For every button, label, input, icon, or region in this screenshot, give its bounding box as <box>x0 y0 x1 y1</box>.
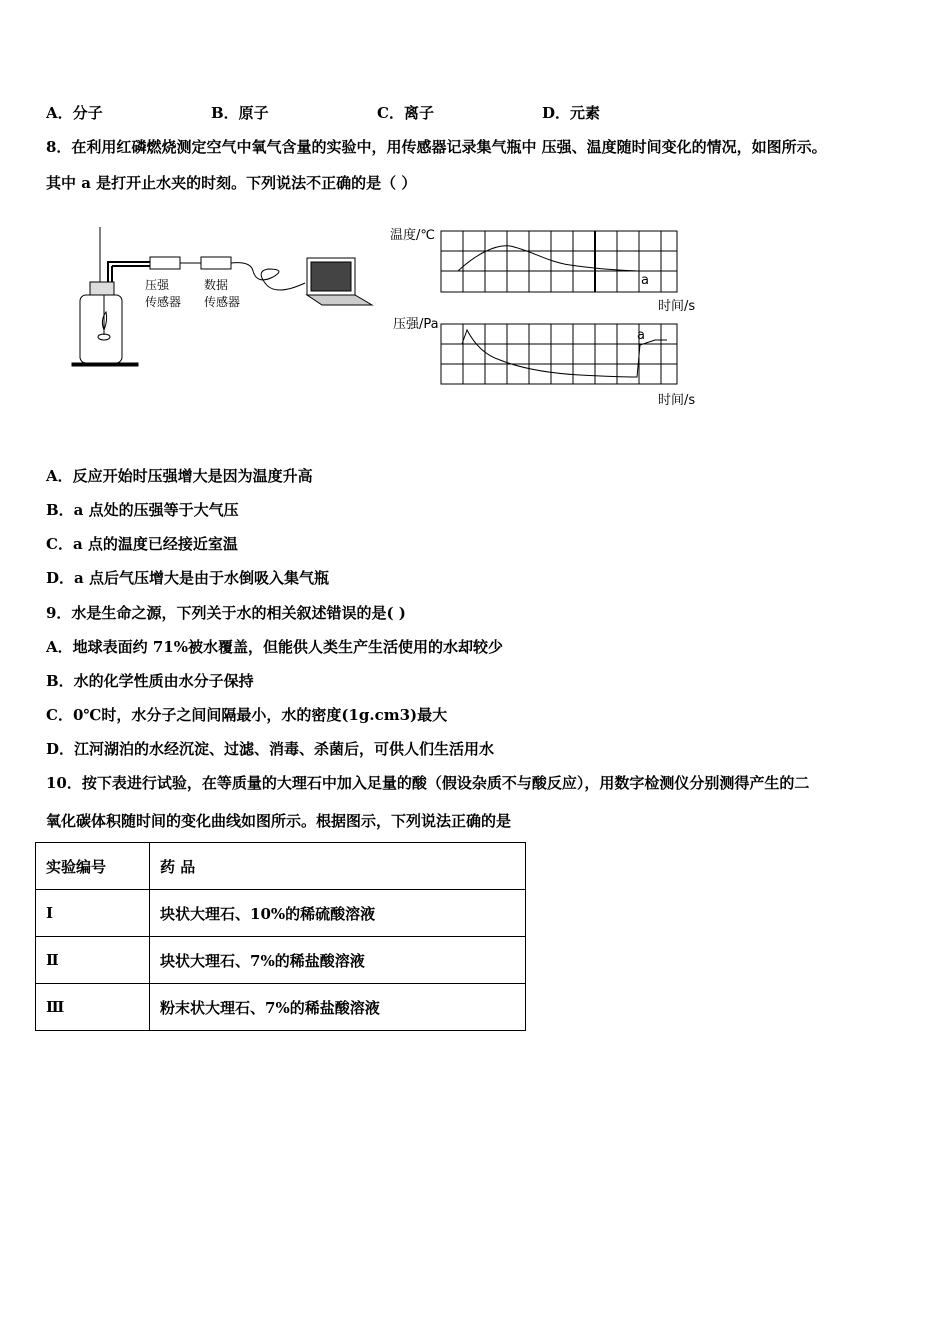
header-experiment-number: 实验编号 <box>36 843 150 890</box>
table-row <box>36 984 526 1031</box>
q8-option-c: C．a 点的温度已经接近室温 <box>46 535 238 553</box>
q8-stem-line2: 其中 a 是打开止水夹的时刻。下列说法不正确的是（ ） <box>46 174 417 192</box>
q9-stem: 9．水是生命之源，下列关于水的相关叙述错误的是( ) <box>46 604 406 622</box>
pressure-sensor-box <box>150 257 180 269</box>
q10-stem-line2: 氧化碳体积随时间的变化曲线如图所示。根据图示，下列说法正确的是 <box>46 812 512 830</box>
table-row <box>36 890 526 937</box>
q10-stem-line1: 10．按下表进行试验，在等质量的大理石中加入足量的酸（假设杂质不与酸反应），用数字检测仪分别测得产生的二 <box>46 774 810 792</box>
experiment-table <box>35 842 526 1031</box>
experiment-id: Ⅱ <box>36 937 150 984</box>
q8-figure <box>0 215 950 415</box>
q9-option-c: C．0℃时，水分子之间间隔最小，水的密度(1g.cm3)最大 <box>46 706 448 724</box>
header-reagents: 药 品 <box>150 843 526 890</box>
pressure-curve <box>441 330 667 377</box>
table-row <box>36 937 526 984</box>
experiment-id: Ⅲ <box>36 984 150 1031</box>
gas-collecting-bottle <box>80 295 122 363</box>
data-sensor-label-2: 传感器 <box>204 295 241 309</box>
q8-option-b: B．a 点处的压强等于大气压 <box>46 501 239 519</box>
pressure-x-label: 时间/s <box>658 393 696 408</box>
q9-option-d: D．江河湖泊的水经沉淀、过滤、消毒、杀菌后，可供人们生活用水 <box>46 740 495 758</box>
pressure-point-a-label: a <box>637 328 645 343</box>
q8-stem-line1: 8．在利用红磷燃烧测定空气中氧气含量的实验中，用传感器记录集气瓶中 压强、温度随时间变化的情况，如图所示。 <box>46 138 827 156</box>
q8-option-d: D．a 点后气压增大是由于水倒吸入集气瓶 <box>46 569 329 587</box>
laptop-icon <box>307 258 372 305</box>
experiment-reagents: 块状大理石、10%的稀硫酸溶液 <box>150 890 526 937</box>
pressure-y-label: 压强/Pa <box>393 317 439 332</box>
q7-option-d: D．元素 <box>542 104 601 122</box>
q7-option-c: C．离子 <box>377 104 434 122</box>
temp-y-label: 温度/℃ <box>390 228 435 243</box>
experiment-reagents: 块状大理石、7%的稀盐酸溶液 <box>150 937 526 984</box>
table-header-row <box>36 843 526 890</box>
data-sensor-box <box>201 257 231 269</box>
pressure-sensor-label-2: 传感器 <box>145 295 182 309</box>
apparatus-diagram <box>72 227 150 366</box>
q7-option-a: A．分子 <box>46 104 103 122</box>
q9-option-a: A．地球表面约 71%被水覆盖，但能供人类生产生活使用的水却较少 <box>46 638 503 656</box>
temp-point-a-label: a <box>641 273 649 288</box>
experiment-reagents: 粉末状大理石、7%的稀盐酸溶液 <box>150 984 526 1031</box>
pressure-sensor-label-1: 压强 <box>145 278 170 292</box>
q8-option-a: A．反应开始时压强增大是因为温度升高 <box>46 467 313 485</box>
q9-option-b: B．水的化学性质由水分子保持 <box>46 672 254 690</box>
experiment-id: Ⅰ <box>36 890 150 937</box>
temp-x-label: 时间/s <box>658 299 696 314</box>
temperature-curve <box>441 246 677 271</box>
q7-option-b: B．原子 <box>211 104 269 122</box>
data-sensor-label-1: 数据 <box>204 278 229 292</box>
